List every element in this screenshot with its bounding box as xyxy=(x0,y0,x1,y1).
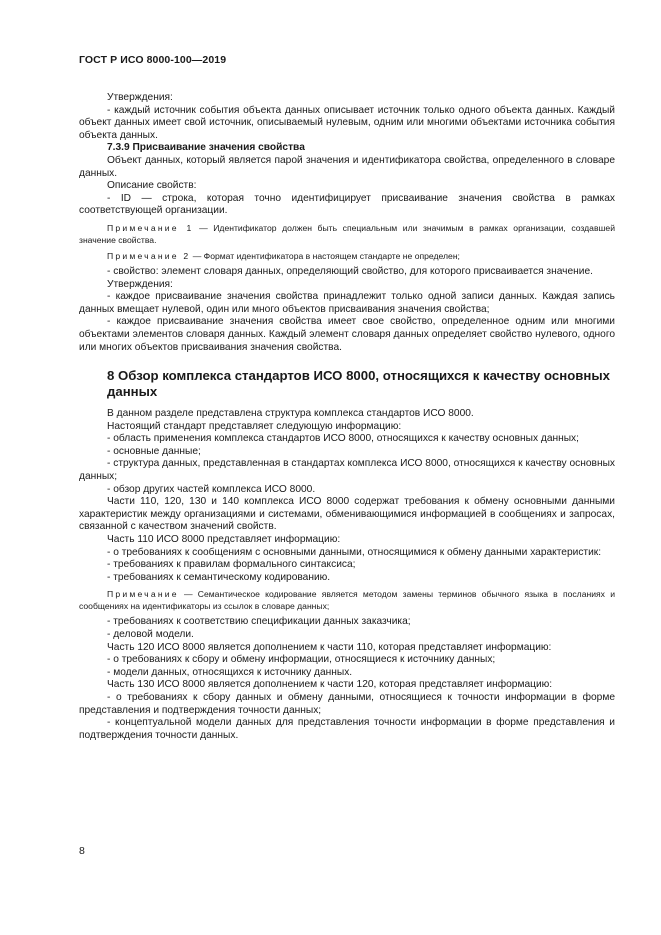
note xyxy=(79,250,615,262)
paragraph: - обзор других частей комплекса ИСО 8000. xyxy=(107,483,316,495)
paragraph: Объект данных, который является парой значения и идентификатора свойства, определенного в словаре данных. xyxy=(79,154,615,179)
paragraph: Описание свойств: xyxy=(107,180,197,192)
note-label: Примечание xyxy=(107,589,179,600)
paragraph: - требованиях к правилам формального синтаксиса; xyxy=(107,559,356,571)
document-header: ГОСТ Р ИСО 8000-100—2019 xyxy=(79,54,227,66)
paragraph: - о требованиях к сообщениям с основными данными, относящимися к обмену данными характеристик: xyxy=(107,546,602,558)
paragraph: - основные данные; xyxy=(107,445,201,457)
page-number: 8 xyxy=(79,845,85,857)
paragraph: - о требованиях к сбору данных и обмену данными, относящиеся к точности информации в форме представления и подтверждения точности данных; xyxy=(79,691,615,716)
note-text: — Формат идентификатора в настоящем стандарте не определен; xyxy=(190,250,460,261)
paragraph: - деловой модели. xyxy=(107,629,194,640)
note-text: — Семантическое кодирование является методом замены терминов обычного языка в посланиях и сообщениях на идентификаторы из ссылок в словаре данных; xyxy=(79,589,615,612)
subsection-heading: 7.3.9 Присваивание значения свойства xyxy=(107,142,305,154)
paragraph: Настоящий стандарт представляет следующую информацию: xyxy=(107,420,402,432)
paragraph: - каждое присваивание значения свойства имеет свое свойство, определенное одним или многими объектами элементов словаря данных. Каждый элемент словаря данных определяет свойство нулевого, одного или многих объектов присваивания значения свойства. xyxy=(79,316,615,353)
paragraph: - модели данных, относящихся к источнику данных. xyxy=(107,666,353,678)
paragraph: Часть 120 ИСО 8000 является дополнением к части 110, которая представляет информацию: xyxy=(107,641,552,653)
paragraph: - свойство: элемент словаря данных, определяющий свойство, для которого присваивается значение. xyxy=(107,265,593,277)
paragraph: - требованиях к соответствию спецификации данных заказчика; xyxy=(107,616,411,628)
note-label: Примечание 2 xyxy=(107,250,191,261)
note xyxy=(79,588,615,612)
paragraph: Утверждения: xyxy=(107,278,173,290)
paragraph: - ID — строка, которая точно идентифицирует присваивание значения свойства в рамках соответствующей организации. xyxy=(79,192,615,217)
paragraph: - требованиях к семантическому кодированию. xyxy=(107,571,331,583)
paragraph: Утверждения: xyxy=(107,92,173,103)
paragraph: - о требованиях к сбору и обмену информации, относящиеся к источнику данных; xyxy=(107,654,496,666)
paragraph: Часть 130 ИСО 8000 является дополнением к части 120, которая представляет информацию: xyxy=(107,679,553,691)
note-text: — Идентификатор должен быть специальным или значимым в рамках организации, создавшей значение свойства. xyxy=(79,222,615,245)
paragraph: Часть 110 ИСО 8000 представляет информацию: xyxy=(107,534,341,546)
paragraph: - структура данных, представленная в стандартах комплекса ИСО 8000, относящихся к качеству основных данных; xyxy=(79,458,615,483)
paragraph: - каждый источник события объекта данных описывает источник только одного объекта данных. Каждый объект данных имеет свой источник, описываемый нулевым, одним или многими объектами источника события объекта данных. xyxy=(79,104,615,141)
paragraph: - концептуальной модели данных для представления точности информации в форме представления и подтверждения точности данных. xyxy=(79,717,615,741)
note-label: Примечание 1 xyxy=(107,222,194,233)
page-content xyxy=(79,92,615,742)
note xyxy=(79,222,615,246)
paragraph: - область применения комплекса стандартов ИСО 8000, относящихся к качеству основных данных; xyxy=(107,433,579,445)
paragraph: В данном разделе представлена структура комплекса стандартов ИСО 8000. xyxy=(107,408,474,420)
paragraph: Части 110, 120, 130 и 140 комплекса ИСО 8000 содержат требования к обмену основными данными характеристик между организациями и системами, обменивающимися информацией в сообщениях и запросах, связанной с качеством значений свойств. xyxy=(79,496,615,533)
section-heading: 8 Обзор комплекса стандартов ИСО 8000, относящихся к качеству основных данных xyxy=(107,368,610,400)
paragraph: - каждое присваивание значения свойства принадлежит только одной записи данных. Каждая запись данных вмещает нулевой, один или много объектов присваивания значения свойства; xyxy=(79,291,615,315)
